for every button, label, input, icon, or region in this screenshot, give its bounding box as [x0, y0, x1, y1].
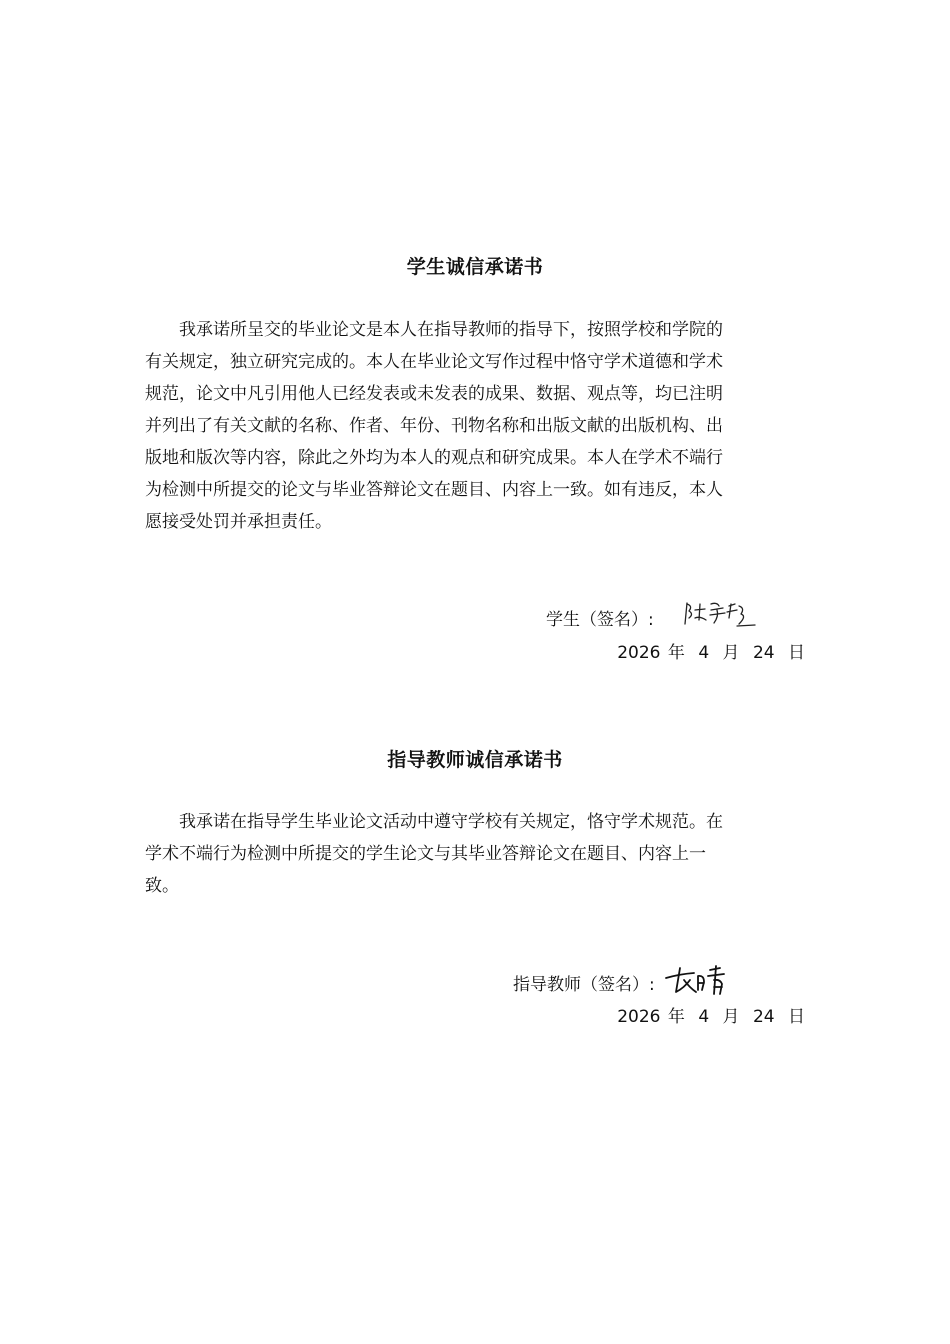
student-signature-row — [546, 598, 759, 637]
advisor-handwritten-signature — [660, 962, 740, 1003]
date-day-unit: 日 — [788, 643, 805, 663]
date-month-unit: 月 — [722, 643, 740, 663]
body-line: 愿接受处罚并承担责任。 — [145, 512, 332, 532]
body-line: 学术不端行为检测中所提交的学生论文与其毕业答辩论文在题目、内容上一 — [145, 844, 706, 864]
student-date — [615, 638, 805, 663]
date-year: 2026 — [617, 1007, 661, 1027]
date-year: 2026 — [617, 643, 661, 663]
advisor-signature-label: 指导教师（签名）: — [513, 975, 655, 995]
advisor-pledge-body — [145, 806, 800, 902]
date-month: 4 — [698, 1007, 710, 1027]
body-line: 为检测中所提交的论文与毕业答辩论文在题目、内容上一致。如有违反，本人 — [145, 480, 723, 500]
advisor-date — [615, 1002, 805, 1027]
body-line: 版地和版次等内容，除此之外均为本人的观点和研究成果。本人在学术不端行 — [145, 448, 723, 468]
body-line: 我承诺在指导学生毕业论文活动中遵守学校有关规定，恪守学术规范。在 — [145, 812, 723, 832]
body-line: 并列出了有关文献的名称、作者、年份、刊物名称和出版文献的出版机构、出 — [145, 416, 723, 436]
date-day: 24 — [752, 1007, 775, 1027]
student-pledge-body — [145, 314, 800, 538]
date-day-unit: 日 — [788, 1007, 805, 1027]
date-year-unit: 年 — [667, 643, 685, 663]
date-year-unit: 年 — [667, 1007, 685, 1027]
student-handwritten-signature — [659, 598, 759, 637]
body-line: 我承诺所呈交的毕业论文是本人在指导教师的指导下，按照学校和学院的 — [145, 320, 723, 340]
date-day: 24 — [752, 643, 775, 663]
date-month-unit: 月 — [722, 1007, 740, 1027]
body-line: 有关规定，独立研究完成的。本人在毕业论文写作过程中恪守学术道德和学术 — [145, 352, 723, 372]
student-signature-label: 学生（签名）: — [546, 610, 654, 630]
date-month: 4 — [698, 643, 710, 663]
body-line: 规范，论文中凡引用他人已经发表或未发表的成果、数据、观点等，均已注明 — [145, 384, 723, 404]
advisor-pledge-title: 指导教师诚信承诺书 — [387, 749, 563, 771]
body-line: 致。 — [145, 876, 179, 896]
advisor-signature-row — [513, 962, 740, 1003]
student-pledge-title: 学生诚信承诺书 — [406, 256, 544, 278]
